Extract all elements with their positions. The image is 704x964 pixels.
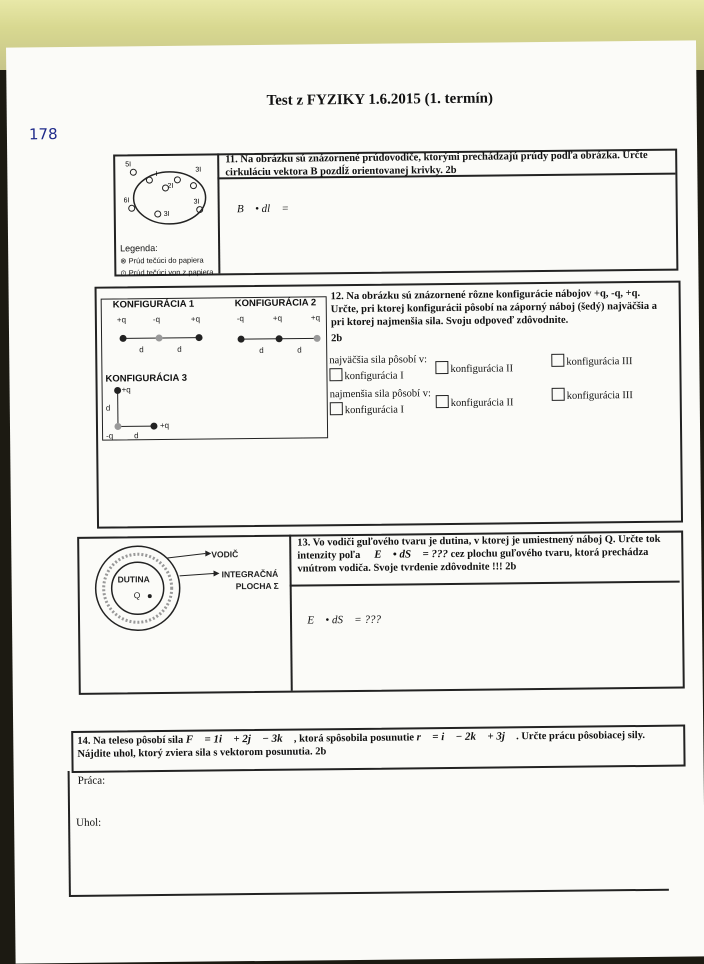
q11-label-2i: 2I: [167, 183, 173, 190]
q11-label-3i-right: 3I: [194, 199, 200, 206]
q12-max-label: najväčšia sila pôsobí v:: [329, 353, 427, 367]
c3-charge-corner: -q: [106, 432, 113, 441]
min-config-3-checkbox[interactable]: [552, 388, 565, 401]
handwritten-mark: 178: [29, 125, 58, 143]
q13-label-surface-1: INTEGRAČNÁ: [221, 568, 278, 580]
max-config-1-checkbox[interactable]: [329, 368, 342, 381]
q11-diagram: [119, 157, 216, 238]
q13-text: 13. Vo vodiči guľového tvaru je dutina, v ktorej je umiestnený náboj Q. Určte tok intenzity poľa ∮ E⃗ • dS⃗ = ??? cez plochu guľového tvaru, ktorá prechádza vnútrom vodiča. Svoje tvrdenie zdôvodnite !!! 2b: [297, 533, 673, 576]
c3-distance-horizontal: d: [134, 431, 139, 440]
q13-label-charge: Q: [134, 590, 141, 600]
min-config-1-checkbox[interactable]: [330, 402, 343, 415]
q12-max-option-3[interactable]: konfigurácia III: [551, 353, 632, 369]
c3-dot-corner: [114, 423, 121, 430]
max-config-2-checkbox[interactable]: [435, 361, 448, 374]
q13-label-cavity: DUTINA: [118, 574, 150, 584]
c3-charge-top: +q: [122, 385, 131, 394]
c2-distance-1: d: [259, 346, 264, 355]
c3-dot-top: [114, 387, 121, 394]
c3-dot-right: [150, 423, 157, 430]
q12-min-option-3[interactable]: konfigurácia III: [552, 387, 633, 403]
config-1-label: KONFIGURÁCIA 1: [113, 298, 195, 312]
q13-diagram: [87, 539, 288, 641]
exam-page: [6, 40, 704, 963]
c1-charge-3: +q: [191, 315, 200, 324]
q14-text: 14. Na teleso pôsobí sila F⃗ = 1i⃗ + 2j⃗ − 3k⃗ , ktorá spôsobila posunutie r⃗ = i⃗ − 2k⃗ + 3j⃗ . Určte prácu pôsobiacej sily. Nájdite uhol, ktorý zviera sila s vektorom posunutia. 2b: [77, 729, 677, 761]
c1-dot-1: [120, 335, 127, 342]
c2-charge-3: +q: [311, 313, 320, 322]
q12-max-option-1[interactable]: konfigurácia I: [329, 367, 403, 383]
max-config-3-checkbox[interactable]: [551, 354, 564, 367]
c1-charge-2: -q: [153, 315, 160, 324]
config-3-label: KONFIGURÁCIA 3: [105, 372, 187, 386]
q11-label-i: I: [155, 171, 157, 178]
q11-legend-out: ⊙ Prúd tečúci von z papiera: [120, 265, 213, 279]
c3-charge-right: +q: [160, 421, 169, 430]
q11-label-5i: 5I: [125, 161, 131, 168]
c1-distance-1: d: [139, 345, 144, 354]
q14-angle-label: Uhol:: [76, 817, 101, 830]
q11-label-3i-top: 3I: [195, 167, 201, 174]
c2-dot-2: [276, 335, 283, 342]
q12-charge-diagrams: [105, 308, 326, 444]
c1-dot-3: [196, 334, 203, 341]
q13-label-conductor: VODIČ: [211, 548, 238, 559]
c2-dot-1: [238, 336, 245, 343]
q12-text: 12. Na obrázku sú znázornené rôzne konfigurácie nábojov +q, -q, +q. Určte, pri ktorej konfigurácii pôsobí na záporný náboj (šedý) najväčšia a pri ktorej najmenšia sila. Svoju odpoveď zdôvodnite.: [331, 287, 669, 330]
q12-min-label: najmenšia sila pôsobí v:: [330, 387, 431, 401]
q11-label-3i-bottom: 3I: [164, 211, 170, 218]
q13-label-surface-2: PLOCHA Σ: [236, 581, 279, 591]
q11-text: 11. Na obrázku sú znázornené prúdovodiče, ktorými prechádzajú prúdy podľa obrázka. Určte cirkuláciu vektora B pozdĺž orientovanej krivky. 2b: [225, 149, 665, 180]
c2-charge-1: -q: [237, 314, 244, 323]
page-title: Test z FYZIKY 1.6.2015 (1. termín): [267, 91, 494, 110]
q12-points: 2b: [331, 332, 342, 345]
c1-dot-2: [156, 334, 163, 341]
c2-dot-3: [314, 335, 321, 342]
config-2-label: KONFIGURÁCIA 2: [235, 296, 317, 310]
q11-label-6i: 6I: [124, 197, 130, 204]
q11-formula: ∮ B⃗ • dl⃗ =: [226, 203, 289, 217]
c1-distance-2: d: [177, 345, 182, 354]
c2-distance-2: d: [297, 346, 302, 355]
q13-formula: ∮ E⃗ • dS⃗ = ???: [296, 614, 381, 628]
q12-max-option-2[interactable]: konfigurácia II: [435, 360, 513, 376]
q12-min-option-1[interactable]: konfigurácia I: [330, 401, 404, 417]
q12-min-option-2[interactable]: konfigurácia II: [436, 394, 514, 410]
q11-legend-into: ⊗ Prúd tečúci do papiera: [120, 254, 204, 268]
q11-legend-title: Legenda:: [120, 242, 158, 255]
c3-distance-vertical: d: [106, 404, 111, 413]
q14-work-label: Práca:: [78, 775, 106, 788]
c1-charge-1: +q: [117, 315, 126, 324]
min-config-2-checkbox[interactable]: [436, 395, 449, 408]
c2-charge-2: +q: [273, 314, 282, 323]
